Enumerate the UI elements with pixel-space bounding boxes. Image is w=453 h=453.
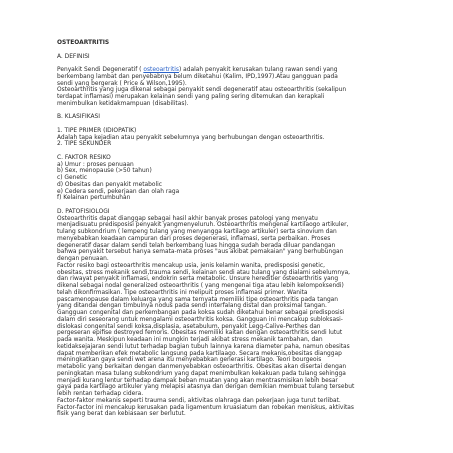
patofisiologi-line: Factor resiko bagi osteoarthritis mencakup usia, jenis kelamin wanita, predisposisi genetic, (57, 262, 325, 269)
patofisiologi-line: yang ditandai dengan timbulnya nodus pada sendi interfalang distal dan proksimal tangan. (57, 303, 327, 310)
patofisiologi-line: lebih rentan terhadap cidera. (57, 391, 144, 397)
patofisiologi-line: menyebabkan keadaan campuran dari proses degenerasi, inflamasi, serta perbaikan. Proses (57, 235, 331, 242)
patofisiologi-line: menjadi kurang lentur terhadap dampak beban muatan yang akan mentrasmisikan lebih besar (57, 377, 338, 384)
patofisiologi-line: metabolic yang berkaitan dengan danmenyebabkan osteoarthritis. Obesitas akan disertai dengan (57, 364, 347, 370)
patofisiologi-line: pascamenopause dalam keluarga yang sama ternyata memiliki tipe osteoarthritis pada tangan (57, 296, 339, 303)
patofisiologi-line: tulang subkondrium ( lempeng tulang yang menyangga kartilago artikuler) serta sinovium dan (57, 229, 337, 235)
patofisiologi-line: peningkatan masa tulang subkondrium yang dapat menimbulkan kekakuan pada tulang sehingga (57, 370, 346, 377)
patofisiologi-line: Factor-faktor mekanis seperti trauma sendi, aktivitas olahraga dan pekerjaan juga turut terlibat. (57, 397, 341, 404)
definisi-line: terdapat inflamasi) merupakan kelainan sendi yang paling sering ditemukan dan kerapkali (57, 94, 325, 100)
patofisiologi-line: dislokasi congenital sendi koksa,displasia, asetabulum, penyakit Legg-Calive-Perthes dan (57, 323, 321, 330)
heading-patofisiologi: D. PATOFISIOLOGI (57, 208, 110, 215)
klasifikasi-line: 1. TIPE PRIMER (IDIOPATIK) (57, 127, 137, 134)
patofisiologi-line: Gangguan congenital dan perkembangan pada koksa sudah diketahui benar sebagai predisposisi (57, 310, 345, 316)
document-title: OSTEOARTRITIS (57, 40, 110, 46)
faktor-line: d) Obesitas dan penyakit metabolic (57, 181, 162, 188)
patofisiologi-line: Factor-factor ini mencakup kerusakan pada ligamentum kruasiatum dan robekan meniskus, aktivitas (57, 404, 354, 411)
definisi-line: Osteoarthritis yang juga dikenal sebagai penyakit sendi degeneratif atau osteoarthritis (sekalipun (57, 87, 347, 94)
definisi-line: Penyakit Sendi Degeneratif ( osteoartritis) adalah penyakit kerusakan tulang rawan sendi yang (57, 67, 338, 73)
patofisiologi-line: gaya pada kartilago artikuler yang melapisi atasnya dan dengan demikian membuat tulang tersebut (57, 384, 355, 391)
patofisiologi-line: menjadisuatu predisposisi penyakit yangmenyeluruh. Osteoarthritis mengenai kartilaogo artikuler, (57, 222, 349, 229)
faktor-line: c) Genetic (57, 175, 88, 181)
definisi-line: berkembang lambat dan penyebabnya belum diketahui (Kalim, IPD,1997).Atau gangguan pada (57, 73, 338, 80)
faktor-line: e) Cedera sendi, pekerjaan dan olah raga (57, 188, 180, 195)
patofisiologi-line: ketidaksejajaran sendi lutut terhadap bagian tubuh lainnya karena diameter paha, namun obesitas (57, 343, 350, 350)
patofisiologi-line: dapat memberikan efek metabolic langsung pada kartilaago. Secara mekanis,obesitas dianggap (57, 350, 342, 357)
definisi-line: sendi yang bergerak ( Price & Wilson,1995). (57, 80, 187, 87)
patofisiologi-line: degeneratif dasar dalam sendi telah berkembang luas hingga sudah berada diluar pandangan (57, 242, 336, 249)
patofisiologi-line: meningkatkan gaya sendi wet arena itu menyebabkan generasi kartilago. Teori bourgeois (57, 357, 322, 364)
klasifikasi-line: Adalah tapa kejadian atau penyakit sebelumnya yang berhubungan dengan osteoarthritis. (57, 134, 325, 141)
patofisiologi-line: dalam diri seseorang untuk mengalami osteoarthritis koksa. Gangguan ini mencakup subloksasi- (57, 316, 343, 323)
osteoartritis-link[interactable]: osteoartritis (143, 67, 179, 73)
patofisiologi-line: Osteoarthritis dapat dianggap sebagai hasil akhir banyak proses patologi yang menyatu (57, 215, 318, 222)
heading-klasifikasi: B. KLASIFIKASI (57, 114, 100, 121)
patofisiologi-line: telah dikonfirmasikan. Tipe osteoarthritis ini melipuit proses inflamasi primer. Wanita (57, 289, 308, 296)
patofisiologi-line: pergeseran epifise destroyed femoris. Obesitas memiliki kaitan dengan osteoarthritis sendi lutut (57, 330, 343, 337)
patofisiologi-line: pada wanita. Meskipun keadaan ini mungkin terjadi akibat stress mekanik tambahan, dan (57, 337, 323, 343)
definisi-line: menimbulkan ketidakmampuan (disabilitas). (57, 100, 189, 107)
patofisiologi-line: dan riwayat penyakit inflamasi, endokrin serta metabolic. Unsure hereditier osteoarthritis yang (57, 276, 339, 283)
heading-definisi: A. DEFINISI (57, 53, 90, 60)
patofisiologi-line: bahwa penyakit tersebut hanya semata-mata proses "aus akibat pemakaian" yang berhubungan (57, 249, 344, 256)
patofisiologi-line: dikenal sebagai nodal generalized osteoarthritis ( yang mengenai tiga atau lebih kelompoksendi) (57, 283, 344, 289)
patofisiologi-line: dengan penuaan. (57, 256, 109, 262)
heading-faktor-resiko: C. FAKTOR RESIKO (57, 154, 111, 161)
klasifikasi-line: 2. TIPE SEKUNDER (57, 141, 112, 148)
faktor-line: b) Sex, menopause (>50 tahun) (57, 168, 152, 175)
faktor-line: a) Umur : proses penuaan (57, 161, 134, 168)
patofisiologi-line: fisik yang berat dan kebiasaan ser berlutut. (57, 411, 186, 418)
faktor-line: f) Kelainan pertumbuhan (57, 195, 131, 202)
patofisiologi-line: obesitas, stress mekanik sendi,trauma sendi, kelainan sendi atau tulang yang dialami sebelumnya, (57, 269, 351, 276)
